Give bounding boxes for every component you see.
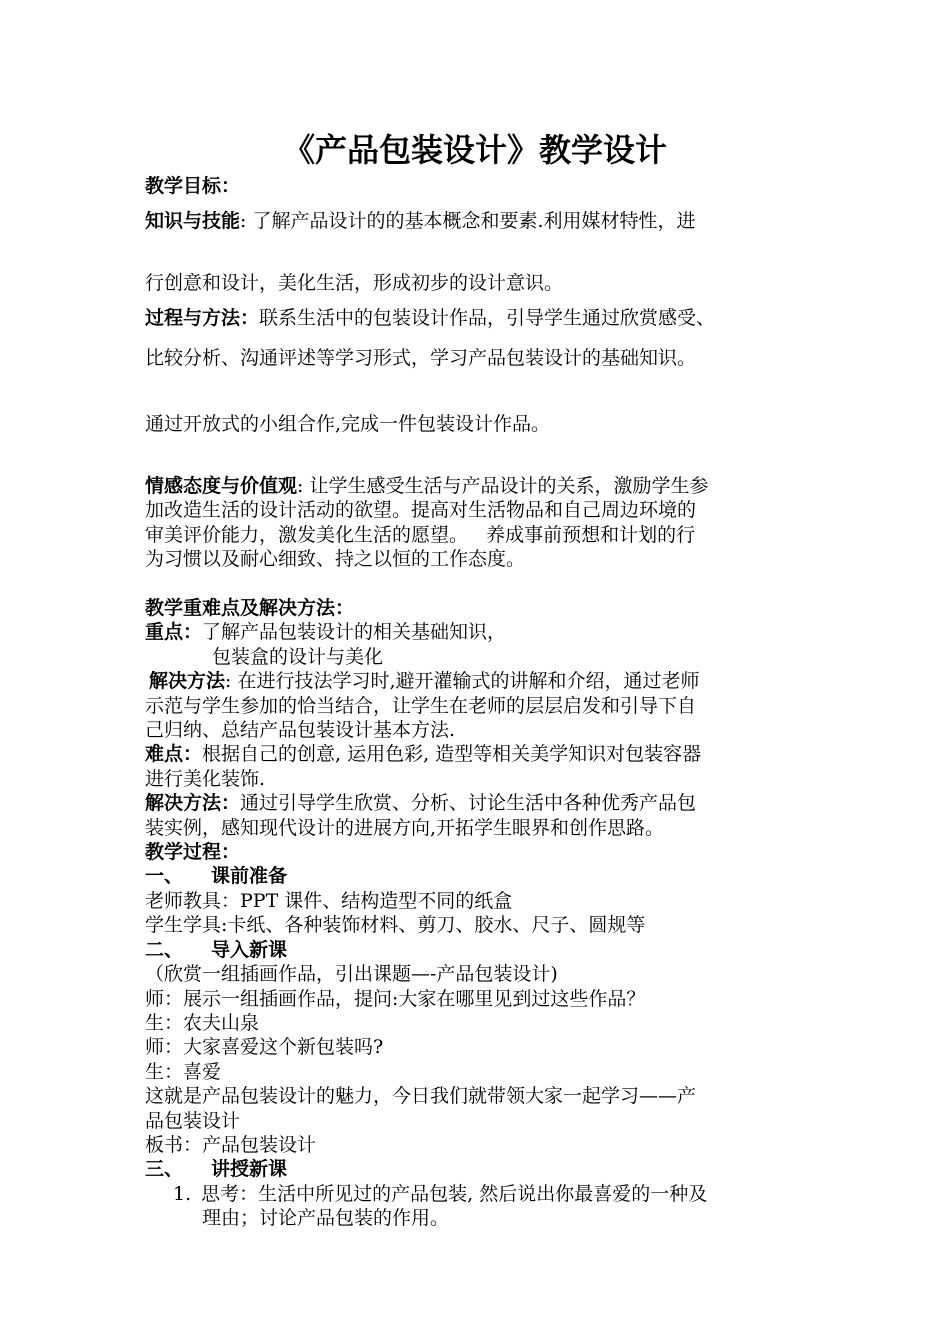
attitude-label: 情感态度与价值观	[145, 475, 298, 497]
solution-line-3: 己归纳、总结产品包装设计基本方法.	[145, 719, 456, 742]
attitude-block	[145, 474, 825, 1231]
solution2-line-2: 装实例，感知现代设计的进展方向,开拓学生眼界和创作思路。	[145, 816, 665, 839]
list-item-1-number: 1.	[173, 1182, 192, 1205]
section-3-number: 三、	[145, 1158, 184, 1181]
difficulty-label: 难点：	[145, 743, 203, 766]
section-2-line-1: （欣赏一组插画作品，引出课题—-产品包装设计)	[145, 963, 558, 986]
objectives-heading: 教学目标：	[145, 175, 241, 197]
section-2-line-6: 这就是产品包装设计的魅力，今日我们就带领大家一起学习——产	[145, 1085, 697, 1108]
attitude-line-3: 审美评价能力，激发美化生活的愿望。 养成事前预想和计划的行	[145, 523, 696, 546]
attitude-line-2: 加改造生活的设计活动的欲望。提高对生活物品和自己周边环境的	[145, 499, 697, 522]
section-1-line-1: 老师教具：PPT 课件、结构造型不同的纸盒	[145, 889, 513, 912]
section-2-line-3: 生：农夫山泉	[145, 1011, 260, 1034]
section-2-line-4: 师：大家喜爱这个新包装吗?	[145, 1036, 384, 1059]
section-3-heading	[145, 1157, 825, 1181]
focus-label: 重点：	[145, 621, 203, 644]
teaching-process-heading: 教学过程：	[145, 841, 241, 864]
key-points-heading: 教学重难点及解决方法：	[145, 597, 355, 620]
difficulty-line-1	[145, 742, 825, 766]
process-label: 过程与方法：	[145, 307, 260, 329]
list-item-1-line-1	[145, 1182, 825, 1206]
section-2-line-2: 师：展示一组插画作品，提问:大家在哪里见到过这些作品？	[145, 987, 646, 1010]
focus-text-1: 了解产品包装设计的相关基础知识，	[202, 621, 507, 644]
list-item-1-line-2: 理由；讨论产品包装的作用。	[202, 1207, 450, 1230]
section-2-number: 二、	[145, 938, 184, 961]
attitude-text-1: : 让学生感受生活与产品设计的关系，激励学生参	[297, 475, 709, 497]
knowledge-line-2: 行创意和设计，美化生活，形成初步的设计意识。	[145, 272, 564, 294]
solution2-text-1: 通过引导学生欣赏、分析、讨论生活中各种优秀产品包	[240, 792, 697, 815]
section-1-number: 一、	[145, 865, 184, 888]
focus-line-2: 包装盒的设计与美化	[212, 645, 384, 668]
list-item-1-text-1: 思考：生活中所见过的产品包装, 然后说出你最喜爱的一种及	[201, 1182, 708, 1205]
focus-line-1	[145, 620, 825, 644]
section-2-line-7: 品包装设计	[145, 1109, 241, 1132]
section-1-heading	[145, 864, 825, 888]
process-line-3: 通过开放式的小组合作,完成一件包装设计作品。	[145, 413, 551, 435]
solution-label: 解决方法	[149, 670, 226, 693]
document-body	[145, 170, 825, 1231]
section-2-heading	[145, 938, 825, 962]
solution-text-1: : 在进行技法学习时,避开灌输式的讲解和介绍，通过老师	[225, 670, 700, 693]
section-3-title: 讲授新课	[211, 1158, 288, 1181]
solution-line-1	[145, 669, 825, 693]
attitude-line-4: 为习惯以及耐心细致、持之以恒的工作态度。	[145, 548, 526, 571]
difficulty-text-1: 根据自己的创意, 运用色彩, 造型等相关美学知识对包装容器	[202, 743, 702, 766]
solution-line-2: 示范与学生参加的恰当结合，让学生在老师的层层启发和引导下自	[145, 694, 697, 717]
knowledge-label: 知识与技能	[145, 210, 241, 232]
section-2-title: 导入新课	[211, 938, 288, 961]
section-1-line-2: 学生学具:卡纸、各种装饰材料、剪刀、胶水、尺子、圆规等	[145, 914, 646, 937]
process-text-1: 联系生活中的包装设计作品，引导学生通过欣赏感受、	[259, 307, 716, 329]
section-2-line-8: 板书：产品包装设计	[145, 1133, 317, 1156]
process-line-1	[145, 298, 825, 338]
solution2-line-1	[145, 791, 825, 815]
knowledge-text-1: : 了解产品设计的的基本概念和要素.利用媒材特性，进	[240, 210, 696, 232]
section-2-line-5: 生：喜爱	[145, 1060, 222, 1083]
section-1-title: 课前准备	[211, 865, 288, 888]
attitude-line-1	[145, 474, 825, 498]
difficulty-line-2: 进行美化装饰.	[145, 767, 266, 790]
knowledge-line-1	[145, 202, 825, 240]
document-title: 《产品包装设计》教学设计	[282, 131, 667, 169]
solution2-label: 解决方法：	[145, 792, 241, 815]
process-line-2: 比较分析、沟通评述等学习形式，学习产品包装设计的基础知识。	[145, 347, 697, 369]
